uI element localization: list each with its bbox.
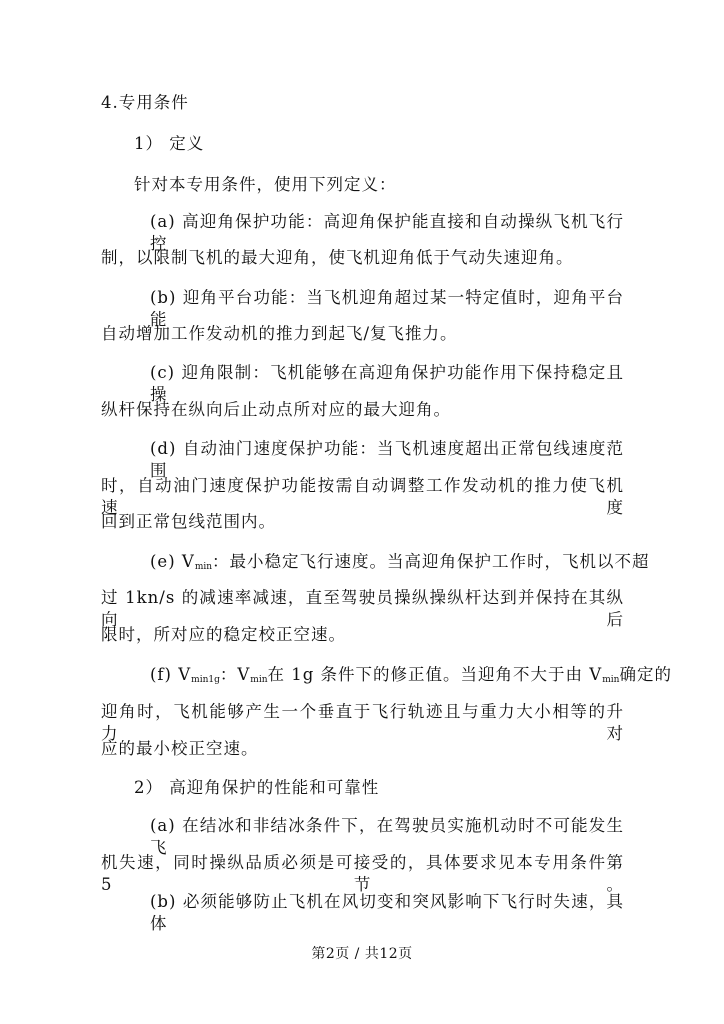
item2-b-line-1: (b) 必须能够防止飞机在风切变和突风影响下飞行时失速，具体 [150, 892, 624, 933]
item2-a-line-2: 机失速，同时操纵品质必须是可接受的，具体要求见本专用条件第 5 节。 [101, 853, 624, 894]
item-d-line-3: 回到正常包线范围内。 [101, 512, 276, 531]
item-e-line-1-text: ：最小稳定飞行速度。当高迎角保护工作时，飞机以不超 [212, 552, 650, 571]
item-e-subscript: min [194, 562, 213, 572]
item2-a-line-1: (a) 在结冰和非结冰条件下，在驾驶员实施机动时不可能发生飞 [150, 816, 624, 857]
item-f-line-1-text: 确定的 [619, 665, 672, 684]
item-f-mid-2: 在 1g 条件下的修正值。当迎角不大于由 V [267, 665, 603, 684]
page-number-footer: 第2页 / 共12页 [311, 946, 413, 962]
item-f-prefix: (f) V [150, 665, 192, 684]
item-b-line-2: 自动增加工作发动机的推力到起飞/复飞推力。 [101, 324, 458, 343]
item-c-line-1: (c) 迎角限制：飞机能够在高迎角保护功能作用下保持稳定且操 [150, 363, 624, 404]
subsection-1-heading: 1） 定义 [134, 134, 205, 153]
item-d-line-1: (d) 自动油门速度保护功能：当飞机速度超出正常包线速度范围 [150, 439, 624, 480]
item-a-line-1: (a) 高迎角保护功能：高迎角保护能直接和自动操纵飞机飞行控 [150, 212, 624, 253]
section-heading: 4.专用条件 [101, 93, 189, 112]
item-b-line-1: (b) 迎角平台功能：当飞机迎角超过某一特定值时，迎角平台能 [150, 288, 624, 329]
item-c-line-2: 纵杆保持在纵向后止动点所对应的最大迎角。 [101, 400, 451, 419]
item-e-line-2: 过 1kn/s 的减速率减速，直至驾驶员操纵操纵杆达到并保持在其纵向后 [101, 588, 624, 629]
item-f-line-3: 应的最小校正空速。 [101, 739, 259, 758]
item-f-mid-1: ：V [219, 665, 251, 684]
item-e-prefix: (e) V [150, 552, 195, 571]
item-f-line-1 [150, 664, 672, 686]
item-a-line-2: 制，以限制飞机的最大迎角，使飞机迎角低于气动失速迎角。 [101, 248, 574, 267]
item-d-line-2: 时，自动油门速度保护功能按需自动调整工作发动机的推力使飞机速度 [101, 476, 624, 517]
item-e-line-3: 限时，所对应的稳定校正空速。 [101, 625, 346, 644]
intro-paragraph: 针对本专用条件，使用下列定义： [134, 175, 397, 194]
item-f-line-2: 迎角时，飞机能够产生一个垂直于飞行轨迹且与重力大小相等的升力对 [101, 702, 624, 743]
subsection-2-heading: 2） 高迎角保护的性能和可靠性 [134, 778, 380, 797]
item-f-subscript-3: min [602, 675, 620, 685]
item-e-line-1 [150, 551, 650, 573]
item-f-subscript-1: min1g [191, 675, 220, 685]
item-f-subscript-2: min [250, 675, 268, 685]
